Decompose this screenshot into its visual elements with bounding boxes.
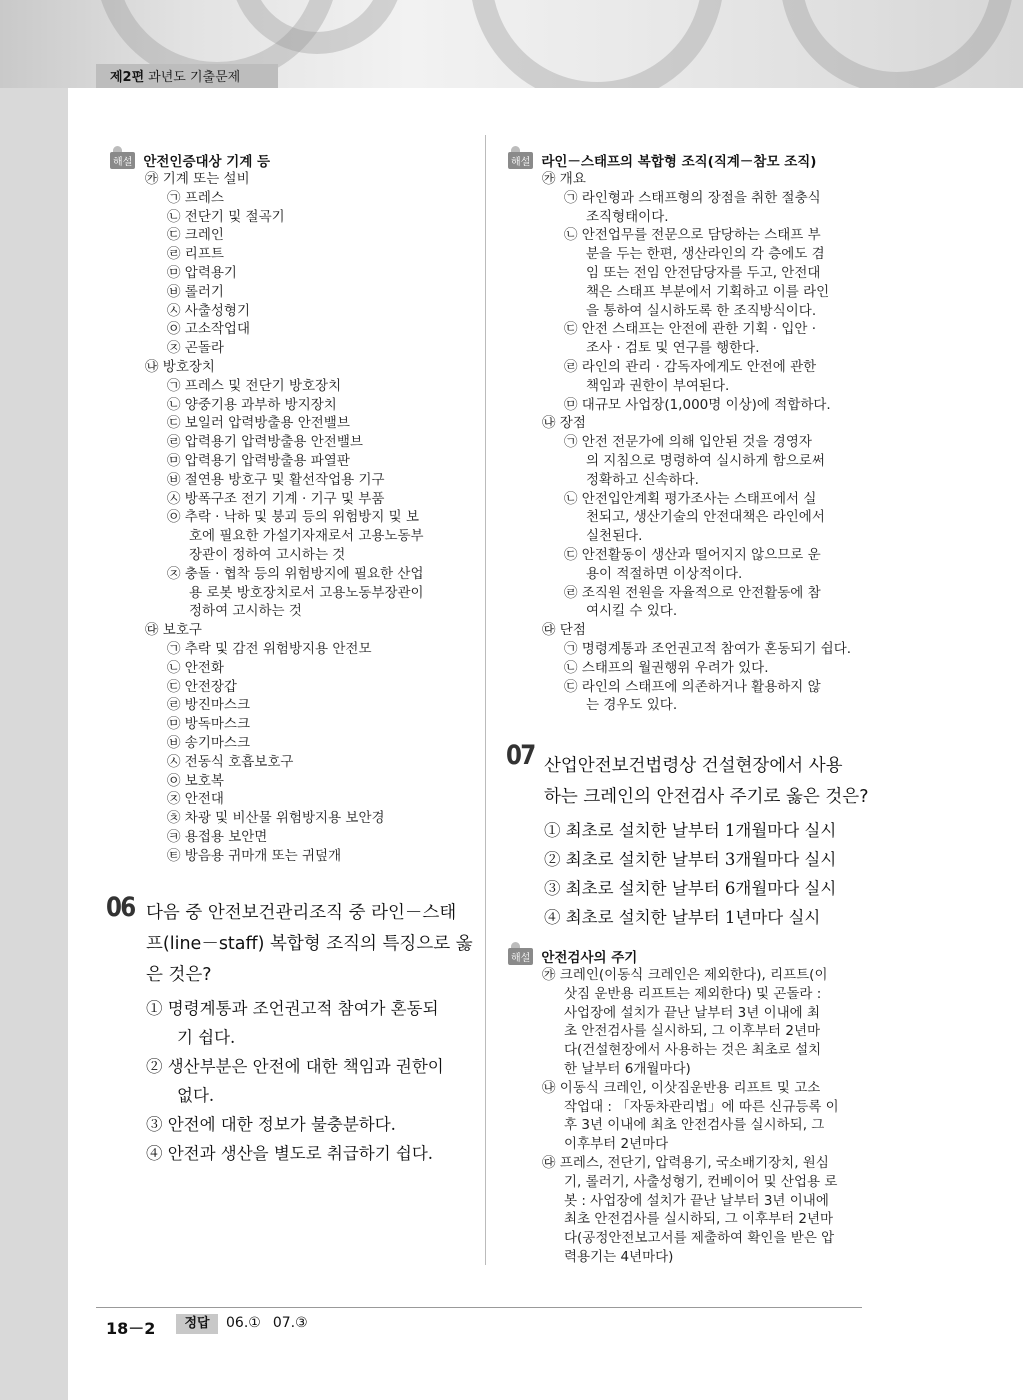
solution-body-right-1 <box>542 170 851 715</box>
solution-line: 한 날부터 6개월마다) <box>564 1060 691 1077</box>
answer-option[interactable]: ① 명령계통과 조언권고적 참여가 혼동되 <box>146 999 439 1018</box>
solution-line: 장관이 정하여 고시하는 것 <box>189 546 346 563</box>
question-line: 하는 크레인의 안전검사 주기로 옳은 것은? <box>544 787 869 807</box>
solution-line: 력용기는 4년마다) <box>564 1248 674 1265</box>
answer-option[interactable]: ② 최초로 설치한 날부터 3개월마다 실시 <box>544 850 837 869</box>
solution-line: 호에 필요한 가설기자재로서 고용노동부 <box>189 528 424 545</box>
answer-option[interactable]: ③ 최초로 설치한 날부터 6개월마다 실시 <box>544 879 837 898</box>
solution-line: ㉪ 용접용 보안면 <box>167 828 268 845</box>
question-07-text <box>544 751 869 813</box>
solution-line: ㉯ 이동식 크레인, 이삿짐운반용 리프트 및 고소 <box>542 1079 821 1096</box>
solution-line: 사업장에 설치가 끝난 날부터 3년 이내에 최 <box>564 1004 821 1021</box>
solution-heading: 안전인증대상 기계 등 <box>143 154 271 170</box>
solution-line: 다(건설현장에서 사용하는 것은 최초로 설치 <box>564 1042 822 1059</box>
answer-option[interactable]: ① 최초로 설치한 날부터 1개월마다 실시 <box>544 821 837 840</box>
solution-line: ㉣ 조직원 전원을 자율적으로 안전활동에 참 <box>564 584 821 601</box>
solution-line: 책임과 권한이 부여된다. <box>586 377 730 394</box>
answer-option[interactable]: ③ 안전에 대한 정보가 불충분하다. <box>146 1115 396 1134</box>
solution-line: ㉦ 방폭구조 전기 기계 · 기구 및 부품 <box>167 490 385 507</box>
solution-body-left <box>145 170 424 865</box>
solution-line: ㉥ 롤러기 <box>167 283 224 300</box>
solution-line: 기, 롤러기, 사출성형기, 컨베이어 및 산업용 로 <box>564 1173 838 1190</box>
solution-line: ㉯ 장점 <box>542 415 586 432</box>
solution-line: ㉨ 충돌 · 협착 등의 위험방지에 필요한 산업 <box>167 565 424 582</box>
header-label <box>110 66 240 85</box>
solution-line: ㉰ 프레스, 전단기, 압력용기, 국소배기장치, 원심 <box>542 1154 829 1171</box>
solution-line: ㉰ 단점 <box>542 622 586 639</box>
solution-line: 봇 : 사업장에 설치가 끝난 날부터 3년 이내에 <box>564 1192 829 1209</box>
solution-badge: 해설 <box>508 152 533 169</box>
solution-badge: 해설 <box>110 152 135 169</box>
solution-line: ㉮ 크레인(이동식 크레인은 제외한다), 리프트(이 <box>542 967 828 983</box>
solution-line: ㉢ 라인의 스태프에 의존하거나 활용하지 않 <box>564 678 821 695</box>
solution-line: ㉧ 추락 · 낙하 및 붕괴 등의 위험방지 및 보 <box>167 509 420 526</box>
solution-line: 작업대 : 「자동차관리법」에 따른 신규등록 이 <box>564 1098 839 1115</box>
solution-line: ㉮ 기계 또는 설비 <box>145 171 250 187</box>
solution-line: ㉠ 라인형과 스태프형의 장점을 취한 절충식 <box>564 189 821 206</box>
header-title: 과년도 기출문제 <box>148 70 241 85</box>
solution-line: ㉢ 보일러 압력방출용 안전밸브 <box>167 415 350 432</box>
solution-line: ㉫ 방음용 귀마개 또는 귀덮개 <box>167 847 342 864</box>
solution-line: ㉡ 전단기 및 절곡기 <box>167 208 285 225</box>
solution-line: 을 통하여 실시하도록 한 조직방식이다. <box>586 302 817 319</box>
solution-line: ㉰ 보호구 <box>145 622 202 639</box>
solution-line: 분을 두는 한편, 생산라인의 각 층에도 겸 <box>586 246 825 263</box>
answer-option[interactable]: ④ 안전과 생산을 별도로 취급하기 쉽다. <box>146 1144 434 1163</box>
solution-line: ㉡ 안전입안계획 평가조사는 스태프에서 실 <box>564 490 817 507</box>
solution-body-right-2 <box>542 966 839 1267</box>
question-line: 산업안전보건법령상 건설현장에서 사용 <box>544 756 843 776</box>
solution-line: ㉯ 방호장치 <box>145 358 215 375</box>
question-06-text <box>146 898 473 991</box>
page-number: 18－2 <box>106 1319 156 1338</box>
answer-option-continuation: 기 쉽다. <box>177 1028 236 1047</box>
solution-line: 책은 스태프 부분에서 기획하고 이를 라인 <box>586 283 830 300</box>
solution-line: ㉧ 고소작업대 <box>167 321 250 338</box>
solution-badge: 해설 <box>508 948 533 965</box>
solution-line: ㉩ 차광 및 비산물 위험방지용 보안경 <box>167 810 385 827</box>
solution-line: ㉣ 방진마스크 <box>167 697 250 714</box>
solution-line: 용 로봇 방호장치로서 고용노동부장관이 <box>189 584 424 601</box>
solution-line: ㉠ 프레스 <box>167 189 224 206</box>
answer-list <box>226 1315 320 1331</box>
solution-line: ㉨ 곤돌라 <box>167 340 224 357</box>
solution-line: ㉨ 안전대 <box>167 791 224 808</box>
question-line: 다음 중 안전보건관리조직 중 라인－스태 <box>146 903 457 923</box>
solution-line: ㉢ 안전활동이 생산과 떨어지지 않으므로 운 <box>564 546 821 563</box>
question-07-options <box>544 816 836 932</box>
solution-line: ㉥ 절연용 방호구 및 활선작업용 기구 <box>167 471 385 488</box>
answer-option[interactable]: ④ 최초로 설치한 날부터 1년마다 실시 <box>544 908 821 927</box>
answer-badge: 정답 <box>176 1314 218 1334</box>
answer-06: 06.① <box>226 1315 261 1331</box>
solution-line: 여시킬 수 있다. <box>586 603 678 620</box>
solution-line: ㉢ 크레인 <box>167 227 224 244</box>
solution-line: 다(공정안전보고서를 제출하여 확인을 받은 압 <box>564 1230 835 1247</box>
solution-line: ㉢ 안전장갑 <box>167 678 237 695</box>
solution-line: ㉡ 안전화 <box>167 659 224 676</box>
column-divider <box>485 135 486 1265</box>
solution-line: 실천된다. <box>586 528 643 545</box>
solution-line: ㉦ 사출성형기 <box>167 302 250 319</box>
left-margin-band <box>0 88 68 1400</box>
solution-heading: 라인－스태프의 복합형 조직(직계－참모 조직) <box>541 154 817 170</box>
solution-title-right-1 <box>508 150 816 170</box>
solution-line: ㉠ 명령계통과 조언권고적 참여가 혼동되기 쉽다. <box>564 640 852 657</box>
solution-line: 삿짐 운반용 리프트는 제외한다) 및 곤돌라 : <box>564 985 822 1002</box>
solution-line: ㉣ 압력용기 압력방출용 안전밸브 <box>167 434 363 451</box>
solution-line: 후 3년 이내에 최초 안전검사를 실시하되, 그 <box>564 1117 825 1134</box>
solution-line: ㉠ 안전 전문가에 의해 입안된 것을 경영자 <box>564 434 812 451</box>
solution-line: 정확하고 신속하다. <box>586 471 699 488</box>
header-part: 제2편 <box>110 70 145 85</box>
solution-line: 최초 안전검사를 실시하되, 그 이후부터 2년마 <box>564 1211 834 1228</box>
solution-line: 의 지침으로 명령하여 실시하게 함으로써 <box>586 452 825 469</box>
solution-line: ㉧ 보호복 <box>167 772 224 789</box>
solution-line: ㉮ 개요 <box>542 171 586 187</box>
solution-line: 조직형태이다. <box>586 208 669 225</box>
solution-title-left <box>110 150 270 170</box>
footer-rule <box>96 1307 862 1308</box>
solution-line: 는 경우도 있다. <box>586 697 678 714</box>
solution-line: ㉥ 송기마스크 <box>167 734 250 751</box>
solution-line: ㉤ 압력용기 <box>167 264 237 281</box>
solution-line: ㉡ 안전업무를 전문으로 담당하는 스태프 부 <box>564 227 821 244</box>
solution-line: ㉤ 압력용기 압력방출용 파열판 <box>167 452 350 469</box>
solution-line: 천되고, 생산기술의 안전대책은 라인에서 <box>586 509 825 526</box>
question-06-options <box>146 994 444 1168</box>
solution-line: 정하여 고시하는 것 <box>189 603 302 620</box>
solution-line: ㉦ 전동식 호흡보호구 <box>167 753 294 770</box>
solution-line: ㉠ 추락 및 감전 위험방지용 안전모 <box>167 640 372 657</box>
solution-line: ㉡ 양중기용 과부하 방지장치 <box>167 396 337 413</box>
solution-line: 조사 · 검토 및 연구를 행한다. <box>586 340 760 357</box>
answer-07: 07.③ <box>272 1315 308 1331</box>
question-line: 은 것은? <box>146 965 212 985</box>
solution-line: ㉢ 안전 스태프는 안전에 관한 기획 · 입안 · <box>564 321 817 338</box>
solution-line: 이후부터 2년마다 <box>564 1136 669 1153</box>
solution-line: ㉠ 프레스 및 전단기 방호장치 <box>167 377 342 394</box>
question-number-06: 06 <box>106 892 135 923</box>
answer-option[interactable]: ② 생산부분은 안전에 대한 책임과 권한이 <box>146 1057 444 1076</box>
solution-line: ㉡ 스태프의 월권행위 우려가 있다. <box>564 659 769 676</box>
solution-line: ㉣ 리프트 <box>167 246 224 263</box>
question-number-07: 07 <box>506 740 535 771</box>
solution-heading: 안전검사의 주기 <box>541 950 638 966</box>
solution-line: 임 또는 전임 안전담당자를 두고, 안전대 <box>586 264 821 281</box>
solution-line: ㉤ 대규모 사업장(1,000명 이상)에 적합하다. <box>564 396 831 413</box>
solution-line: 초 안전검사를 실시하되, 그 이후부터 2년마 <box>564 1023 821 1040</box>
answer-option-continuation: 없다. <box>177 1086 215 1105</box>
solution-line: ㉤ 방독마스크 <box>167 716 250 733</box>
question-line: 프(line－staff) 복합형 조직의 특징으로 옳 <box>146 934 473 954</box>
solution-line: 용이 적절하면 이상적이다. <box>586 565 743 582</box>
solution-line: ㉣ 라인의 관리 · 감독자에게도 안전에 관한 <box>564 358 817 375</box>
solution-title-right-2 <box>508 946 637 966</box>
